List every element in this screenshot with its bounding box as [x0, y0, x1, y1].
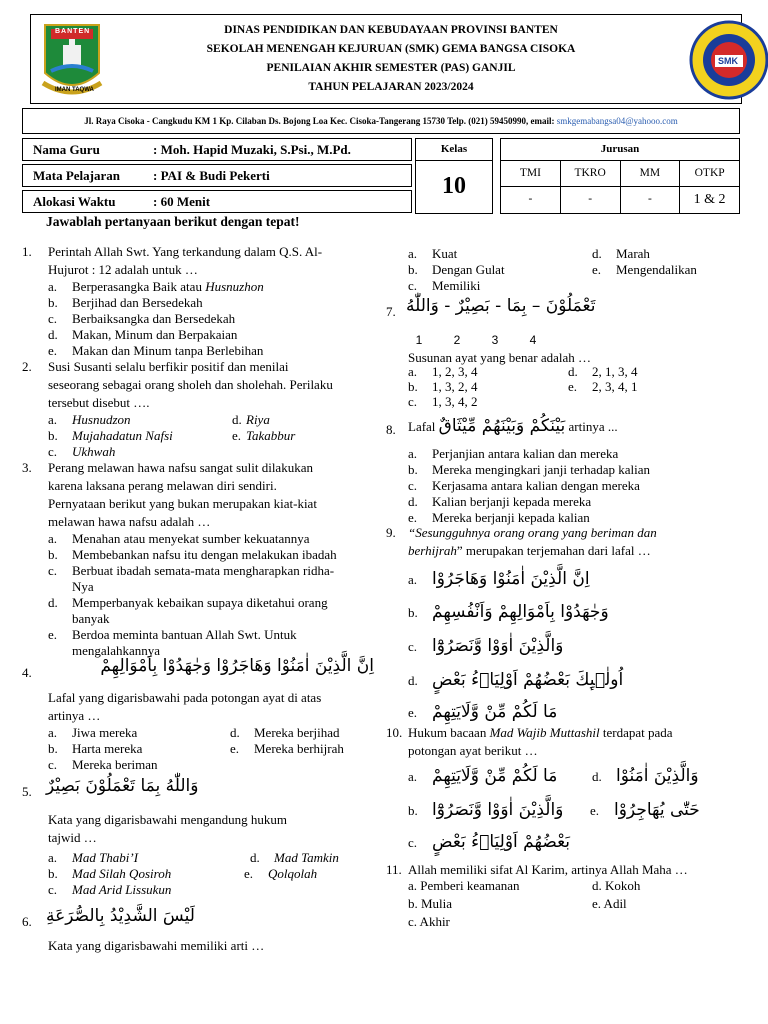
q4-line2: artinya …	[48, 708, 101, 723]
q11-option-a[interactable]: a. Pemberi keamanan	[408, 878, 520, 893]
q2-option-e[interactable]: e. Takabbur	[232, 428, 296, 443]
q3-line2: karena laksana perang melawan diri sendiri.	[48, 478, 277, 493]
q10-line1: Hukum bacaan Mad Wajib Muttashil terdapat pada	[408, 725, 673, 740]
q8-option-d[interactable]: d. Kalian berjanji kepada mereka	[408, 494, 592, 509]
subject-row	[22, 164, 412, 187]
letterhead	[30, 14, 742, 104]
q10-option-b[interactable]: b. وَالَّذِيْنَ اٰوَوْا وَّنَصَرُوْٓا	[408, 800, 564, 820]
teacher-row	[22, 138, 412, 161]
q4-line1: Lafal yang digarisbawahi pada potongan ayat di atas	[48, 690, 322, 705]
q10-option-c[interactable]: c. بَعْضُهُمْ اَوْلِيَاۤءُ بَعْضٍ	[408, 832, 571, 852]
q7-option-b[interactable]: b. 1, 3, 2, 4	[408, 379, 478, 394]
q11-option-e[interactable]: e. Adil	[592, 896, 627, 911]
q5-arabic-verse: وَاللّٰهُ بِمَا تَعْمَلُوْنَ بَصِيْرٌ	[46, 776, 199, 796]
q3-option-a[interactable]: a. Menahan atau menyekat sumber kekuatannya	[48, 531, 310, 546]
school-address	[22, 108, 740, 134]
q7-option-d[interactable]: d. 2, 1, 3, 4	[568, 364, 638, 379]
q9-option-a[interactable]: a. اِنَّ الَّذِيْنَ اٰمَنُوْا وَهَاجَرُوْا	[408, 569, 590, 589]
major-mm-value: -	[621, 187, 681, 213]
q2-number: 2.	[22, 359, 32, 374]
major-otkp: OTKP	[694, 167, 725, 179]
q5-option-c[interactable]: c. Mad Arid Lissukun	[48, 882, 172, 897]
header-line-3: PENILAIAN AKHIR SEMESTER (PAS) GANJIL	[266, 62, 516, 74]
q4-option-e[interactable]: e. Mereka berhijrah	[230, 741, 344, 756]
q7-number: 7.	[386, 304, 396, 319]
q5-option-e[interactable]: e. Qolqolah	[244, 866, 318, 881]
q6-option-e[interactable]: e. Mengendalikan	[592, 262, 697, 277]
q9-line2: berhijrah” merupakan terjemahan dari lafal …	[408, 543, 651, 558]
q7-word-numbers: 1 2 3 4	[415, 333, 537, 347]
major-tmi-value: -	[501, 187, 561, 213]
q6-option-a[interactable]: a. Kuat	[408, 246, 458, 261]
class-label: Kelas	[416, 139, 492, 161]
right-column	[386, 246, 746, 1016]
q8-option-a[interactable]: a. Perjanjian antara kalian dan mereka	[408, 446, 619, 461]
q1-line1: Perintah Allah Swt. Yang terkandung dalam Q.S. Al-	[48, 244, 323, 259]
school-logo	[689, 19, 768, 101]
q2-option-d[interactable]: d. Riya	[232, 412, 270, 427]
q1-line2: Hujurot : 12 adalah untuk …	[48, 262, 198, 277]
q8-number: 8.	[386, 422, 396, 437]
q2-option-a[interactable]: a. Husnudzon	[48, 412, 131, 427]
q6-option-b[interactable]: b. Dengan Gulat	[408, 262, 505, 277]
q10-option-d[interactable]: d. وَالَّذِيْنَ اٰمَنُوْا	[592, 766, 699, 786]
q2-line1: Susi Susanti selalu berfikir positif dan menilai	[48, 359, 289, 374]
q5-number: 5.	[22, 784, 32, 799]
q3-option-d-cont: banyak	[72, 611, 110, 626]
q7-option-c[interactable]: c. 1, 3, 4, 2	[408, 394, 478, 409]
time-value: : 60 Menit	[153, 194, 211, 209]
q5-line1: Kata yang digarisbawahi mengandung hukum	[48, 812, 287, 827]
q1-option-d[interactable]: d. Makan, Minum dan Berpakaian	[48, 327, 238, 342]
q6-number: 6.	[22, 914, 32, 929]
major-label: Jurusan	[501, 139, 739, 161]
q2-option-b[interactable]: b. Mujahadatun Nafsi	[48, 428, 173, 443]
banten-logo-motto: IMAN TAQWA	[55, 87, 94, 93]
q11-option-d[interactable]: d. Kokoh	[592, 878, 641, 893]
q4-option-d[interactable]: d. Mereka berjihad	[230, 725, 340, 740]
major-mm: MM	[621, 161, 681, 186]
q10-line2: potongan ayat berikut …	[408, 743, 538, 758]
q5-option-b[interactable]: b. Mad Silah Qosiroh	[48, 866, 172, 881]
time-row	[22, 190, 412, 213]
q9-option-c[interactable]: c. وَالَّذِيْنَ اٰوَوْا وَّنَصَرُوْٓا	[408, 636, 564, 656]
q11-option-c[interactable]: c. Akhir	[408, 914, 450, 929]
email-link[interactable]: smkgemabangsa04@yahooo.com	[556, 116, 678, 126]
subject-value: : PAI & Budi Pekerti	[153, 168, 270, 183]
q3-line3: Pernyataan berikut yang bukan merupakan kiat-kiat	[48, 496, 317, 511]
q1-option-b[interactable]: b. Berjihad dan Bersedekah	[48, 295, 203, 310]
class-box	[415, 138, 493, 214]
q11-line1: Allah memiliki sifat Al Karim, artinya Allah Maha …	[408, 862, 688, 877]
header-line-4: TAHUN PELAJARAN 2023/2024	[308, 81, 474, 93]
q7-option-a[interactable]: a. 1, 2, 3, 4	[408, 364, 478, 379]
major-tmi: TMI	[501, 161, 561, 186]
header-line-2: SEKOLAH MENENGAH KEJURUAN (SMK) GEMA BANGSA CISOKA	[206, 43, 576, 55]
teacher-value: : Moh. Hapid Muzaki, S.Psi., M.Pd.	[153, 142, 351, 157]
q10-number: 10.	[386, 725, 403, 740]
q7-arabic-words: تَعْمَلُوْنَ – بِمَا - بَصِيْرٌ - وَاللّٰهُ	[406, 296, 596, 316]
q9-option-e[interactable]: e. مَا لَكُمْ مِّنْ وَّلَايَتِهِمْ	[408, 702, 558, 722]
q3-option-b[interactable]: b. Membebankan nafsu itu dengan melakukan ibadah	[48, 547, 337, 562]
q3-option-e[interactable]: e. Berdoa meminta bantuan Allah Swt. Untuk	[48, 627, 297, 642]
q6-option-d[interactable]: d. Marah	[592, 246, 650, 261]
teacher-label: Nama Guru	[33, 142, 100, 157]
header-line-1: DINAS PENDIDIKAN DAN KEBUDAYAAN PROVINSI BANTEN	[224, 24, 558, 36]
q8-stem: Lafal بَيْنَكُمْ وَبَيْنَهُمْ مِّيْثَاقٌ artinya ...	[408, 416, 618, 436]
q3-line1: Perang melawan hawa nafsu sangat sulit dilakukan	[48, 460, 313, 475]
q11-option-b[interactable]: b. Mulia	[408, 896, 453, 911]
major-tkro-value: -	[561, 187, 621, 213]
q10-option-e[interactable]: e. حَتّٰى يُهَاجِرُوْا	[590, 800, 700, 820]
q1-number: 1.	[22, 244, 32, 259]
major-value-row	[501, 187, 739, 213]
q9-option-b[interactable]: b. وَجٰهَدُوْا بِاَمْوَالِهِمْ وَاَنْفُسِهِمْ	[408, 602, 609, 622]
subject-label: Mata Pelajaran	[33, 168, 121, 183]
class-value: 10	[442, 173, 466, 199]
q2-option-c[interactable]: c. Ukhwah	[48, 444, 116, 459]
q8-option-e[interactable]: e. Mereka berjanji kepada kalian	[408, 510, 590, 525]
q5-option-a[interactable]: a. Mad Thabi’I	[48, 850, 139, 865]
q6-arabic-verse: لَيْسَ الشَّدِيْدُ بِالصُّرَعَةِ	[46, 906, 195, 926]
q1-option-a[interactable]: a. Berperasangka Baik atau Husnuzhon	[48, 279, 264, 294]
banten-logo-text: BANTEN	[55, 28, 91, 35]
q3-line4: melawan hawa nafsu adalah …	[48, 514, 211, 529]
q4-option-c[interactable]: c. Mereka beriman	[48, 757, 158, 772]
q3-option-d[interactable]: d. Memperbanyak kebaikan supaya diketahui orang	[48, 595, 328, 610]
q10-option-a[interactable]: a. مَا لَكُمْ مِّنْ وَّلَايَتِهِمْ	[408, 766, 558, 786]
q4-arabic-verse: اِنَّ الَّذِيْنَ اٰمَنُوْا وَهَاجَرُوْا وَجٰهَدُوْا بِاَمْوَالِهِمْ	[100, 656, 374, 676]
q3-number: 3.	[22, 460, 32, 475]
q6-line1: Kata yang digarisbawahi memiliki arti …	[48, 938, 265, 953]
school-logo-text: SMK	[718, 56, 738, 66]
time-label: Alokasi Waktu	[33, 194, 116, 209]
address-text: Jl. Raya Cisoka - Cangkudu KM 1 Kp. Cilaban Ds. Bojong Loa Kec. Cisoka-Tangerang 15730 Telp. (021) 59450990, email:	[84, 116, 557, 126]
major-table	[500, 138, 740, 214]
q9-number: 9.	[386, 525, 396, 540]
q3-option-e-cont: mengalahkannya	[72, 643, 161, 658]
q2-line2: seseorang sebagai orang sholeh dan sholehah. Perilaku	[48, 377, 333, 392]
q7-option-e[interactable]: e. 2, 3, 4, 1	[568, 379, 638, 394]
q7-line1: Susunan ayat yang benar adalah …	[408, 350, 592, 365]
q2-line3: tersebut disebut ….	[48, 395, 150, 410]
q8-option-c[interactable]: c. Kerjasama antara kalian dengan mereka	[408, 478, 640, 493]
major-otkp-value: 1 & 2	[693, 192, 726, 207]
letterhead-titles	[131, 21, 651, 97]
left-column	[22, 244, 374, 1014]
q1-option-c[interactable]: c. Berbaiksangka dan Bersedekah	[48, 311, 236, 326]
q9-option-d[interactable]: d. اُولٰۤىِٕكَ بَعْضُهُمْ اَوْلِيَاۤءُ بَعْضٍ	[408, 670, 624, 690]
q5-line2: tajwid …	[48, 830, 97, 845]
q4-number: 4.	[22, 665, 32, 680]
q5-option-d[interactable]: d. Mad Tamkin	[250, 850, 339, 865]
q1-option-e[interactable]: e. Makan dan Minum tanpa Berlebihan	[48, 343, 264, 358]
q3-option-c[interactable]: c. Berbuat ibadah semata-mata mengharapkan ridha-	[48, 563, 335, 578]
q4-option-b[interactable]: b. Harta mereka	[48, 741, 143, 756]
q11-number: 11.	[386, 862, 402, 877]
major-header-row	[501, 161, 739, 187]
q4-option-a[interactable]: a. Jiwa mereka	[48, 725, 138, 740]
q8-option-b[interactable]: b. Mereka mengingkari janji terhadap kalian	[408, 462, 651, 477]
major-tkro: TKRO	[561, 161, 621, 186]
q9-line1: “Sesungguhnya orang orang yang beriman dan	[408, 525, 657, 540]
instruction: Jawablah pertanyaan berikut dengan tepat!	[46, 214, 300, 229]
banten-logo	[41, 21, 103, 99]
q3-option-c-cont: Nya	[72, 579, 94, 594]
q6-option-c[interactable]: c. Memiliki	[408, 278, 481, 293]
